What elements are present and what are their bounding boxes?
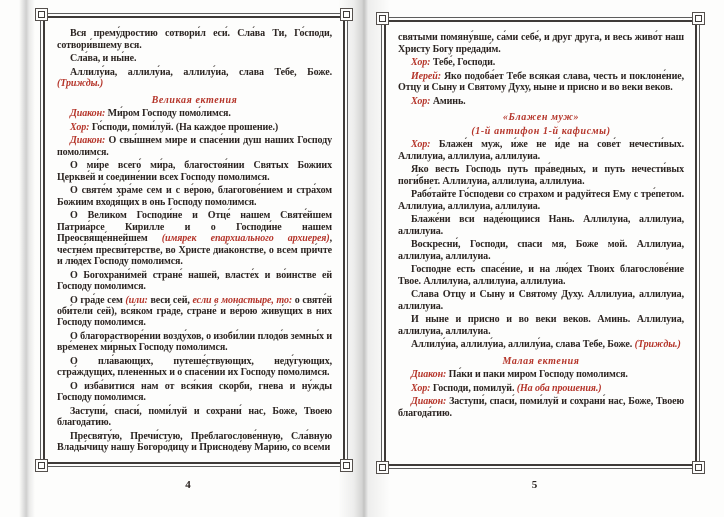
paragraph (398, 139, 684, 162)
text-run: Вся прему́дростию сотвори́л еси́. Сла́ва Ти, Го́споди, сотвори́вшему вся. (57, 28, 332, 51)
text-run: И ныне и присно и во веки веков. Аминь. Аллилуиа, аллилуиа, аллилуиа. (398, 314, 684, 337)
right-page-number: 5 (531, 479, 538, 491)
text-run: Па́ки и паки миром Господу помолимся. (448, 369, 628, 381)
text-run: Заступи́, спаси́, поми́луй и сохрани́ нас, Боже, Твоею благода́тию. (398, 396, 684, 419)
text-run: Блаже́ни вси наде́ющиися Нань. Аллилуиа, аллилуиа, аллилуиа. (398, 214, 684, 237)
paragraph (57, 53, 332, 64)
text-run: Сла́ва, и ны́не. (70, 53, 137, 65)
paragraph (398, 239, 684, 262)
frame-corner-ornament (340, 8, 353, 21)
frame-corner-ornament (35, 8, 48, 21)
rubric-text-run: Хор: (411, 95, 433, 107)
frame-corner-ornament (692, 12, 705, 25)
text-run: О пла́вающих, путеше́ствующих, неду́гующих, стра́ждущих, плене́нных и о спасе́нии их Господу помолимся. (57, 356, 332, 379)
paragraph (398, 339, 684, 350)
section-heading (57, 95, 332, 106)
text-run: Пресвяту́ю, Пречи́стую, Преблагослове́нную, Сла́вную Влады́чицу нашу Богоро́дицу и Присноде́ву Мари́ю, со всеми (57, 431, 332, 454)
rubric-text-run: (Трижды.) (634, 339, 681, 351)
rubric-text-run: Диакон: (70, 135, 109, 147)
rubric-text-run: Диакон: (411, 369, 449, 381)
text-run: Аллилу́иа, аллилу́иа, аллилу́иа, слава Тебе, Боже. (411, 339, 635, 351)
text-run: О благорастворе́нии возду́хов, о изоби́лии плодо́в земны́х и вре́менех ми́рных Господу помолимся. (57, 331, 332, 354)
text-run: О гра́де сем (70, 294, 126, 306)
text-run: Воскресни́, Господи, спаси мя, Боже мой. Аллилуиа, аллилуиа, аллилуиа. (398, 239, 684, 262)
frame-corner-ornament (692, 461, 705, 474)
text-run: Го́споди, поми́луй. (На каждое прошение.) (91, 121, 279, 133)
paragraph (398, 214, 684, 237)
text-run: Слава Отцу и Сыну и Святому Духу. Аллилуиа, аллилуиа, аллилуиа. (398, 289, 684, 312)
rubric-text-run: если в монастыре, то: (192, 294, 293, 306)
text-run: Рабо́тайте Го́сподеви со страхом и радуйтеся Ему с тре́петом. Аллилуиа, аллилуиа, аллилуиа. (398, 189, 684, 212)
paragraph (57, 295, 332, 329)
paragraph (398, 189, 684, 212)
text-run: О изба́витися нам от вся́кия скорби, гнева и ну́жды Господу помолимся. (57, 381, 332, 404)
text-run: веси сей, (147, 294, 193, 306)
rubric-text-run: Хор: (70, 121, 92, 133)
paragraph (57, 270, 332, 293)
paragraph (398, 383, 684, 394)
text-run: Господне есть спасе́ние, и на лю́дех Твоих благослове́ние Твое. Аллилуиа, аллилуиа, аллилуиа. (398, 264, 684, 287)
text-run: О Великом Господи́не и Отце́ нашем Святе́йшем Патриа́рсе Кирилле и о Господи́не нашем Преосвяще́ннейшем (57, 210, 332, 245)
text-run: «Блажен муж» (502, 112, 580, 124)
rubric-text-run: Диакон: (411, 396, 450, 408)
rubric-text-run: Хор: (411, 382, 433, 394)
paragraph (57, 406, 332, 429)
left-page-frame (40, 13, 348, 467)
paragraph (398, 369, 684, 380)
text-run: Великая ектения (151, 94, 238, 106)
right-page-content (386, 22, 695, 464)
paragraph (57, 67, 332, 90)
frame-corner-ornament (340, 459, 353, 472)
paragraph (57, 381, 332, 404)
rubric-text-run: Иерей: (411, 70, 444, 82)
text-run: О Богохрани́мей стране́ нашей, власте́х и во́инстве ей Господу помолимся. (57, 269, 332, 292)
frame-corner-ornament (35, 459, 48, 472)
left-page-number: 4 (185, 479, 191, 491)
paragraph (398, 71, 684, 94)
text-run: Господи, помилуй. (432, 382, 517, 394)
paragraph (398, 96, 684, 107)
text-run: о святе́й оби́тели сей), вся́ком гра́де, стране́ и ве́рою живу́щих в них Господу помолимся. (57, 294, 332, 329)
text-run: святыми помяну́вше, са́ми себе́, и друг друга, и весь живо́т наш Христу Богу предади́м. (398, 32, 684, 55)
rubric-text-run: Хор: (411, 57, 433, 69)
page-edge-shadow (19, 0, 35, 517)
rubric-text-run: Хор: (411, 139, 439, 151)
paragraph (57, 160, 332, 183)
text-run: Яко весть Господь путь пра́ведных, и путь нечести́вых поги́бнет. Аллилуиа, аллилуиа, аллилуиа. (398, 164, 684, 187)
rubric-text-run: Диакон: (70, 108, 108, 120)
text-run: Яко подоба́ет Тебе всякая слава, честь и поклоне́ние, Отцу и Сыну и Святому Духу, ныне и присно и во веки веков. (398, 70, 684, 94)
paragraph (57, 210, 332, 267)
text-run: Малая ектения (502, 355, 580, 367)
paragraph (398, 57, 684, 68)
text-run: Аллилу́иа, аллилу́иа, аллилу́иа, слава Тебе, Боже. (70, 66, 332, 78)
paragraph (398, 396, 684, 419)
rubric-text-run: (На оба прошения.) (516, 382, 602, 394)
paragraph (57, 108, 332, 119)
frame-corner-ornament (376, 461, 389, 474)
left-page-content (45, 18, 343, 462)
section-heading (398, 356, 684, 367)
rubric-text-run: (или: (125, 294, 148, 306)
rubric-text-run: (Трижды.) (57, 78, 104, 90)
text-run: Тебе́, Господи. (432, 57, 496, 69)
paragraph (57, 185, 332, 208)
text-run: Аминь. (432, 95, 466, 107)
paragraph (398, 289, 684, 312)
text-run: Заступи́, спаси́, поми́луй и сохрани́ нас, Боже, Твоею благода́тию. (57, 406, 332, 429)
text-run: О ми́ре всего́ ми́ра, благостоя́нии Святых Божиих Церкве́й и соедине́нии всех Господу помолимся. (57, 160, 332, 183)
text-run: О свы́шнем мире и спасе́нии душ наших Господу помолимся. (57, 135, 332, 158)
paragraph (398, 164, 684, 187)
paragraph (398, 264, 684, 287)
paragraph (398, 32, 684, 55)
paragraph (57, 28, 332, 51)
text-run: О святе́м хра́ме сем и с ве́рою, благогове́нием и стра́хом Божиим входя́щих в онь Господу помолимся. (57, 185, 332, 208)
paragraph (57, 356, 332, 379)
frame-corner-ornament (376, 12, 389, 25)
paragraph (57, 431, 332, 454)
text-run: Ми́ром Господу помо́лимся. (107, 108, 231, 120)
paragraph (398, 314, 684, 337)
section-heading (398, 112, 684, 123)
paragraph (57, 331, 332, 354)
text-run: Блаже́н муж, и́же не и́де на сове́т нечести́вых. Аллилуиа, аллилуиа, аллилуиа. (398, 139, 684, 162)
paragraph (57, 135, 332, 158)
text-run: , честне́м пресви́терстве, во Христе диа́констве, о всем при́чте и лю́дех Господу помолимся. (57, 233, 332, 267)
section-heading (398, 126, 684, 137)
paragraph (57, 122, 332, 133)
rubric-text-run: (имярек епархиального архиерея) (161, 233, 330, 245)
text-run: (1-й антифон 1-й кафисмы) (471, 125, 611, 137)
right-page-frame (381, 17, 700, 469)
